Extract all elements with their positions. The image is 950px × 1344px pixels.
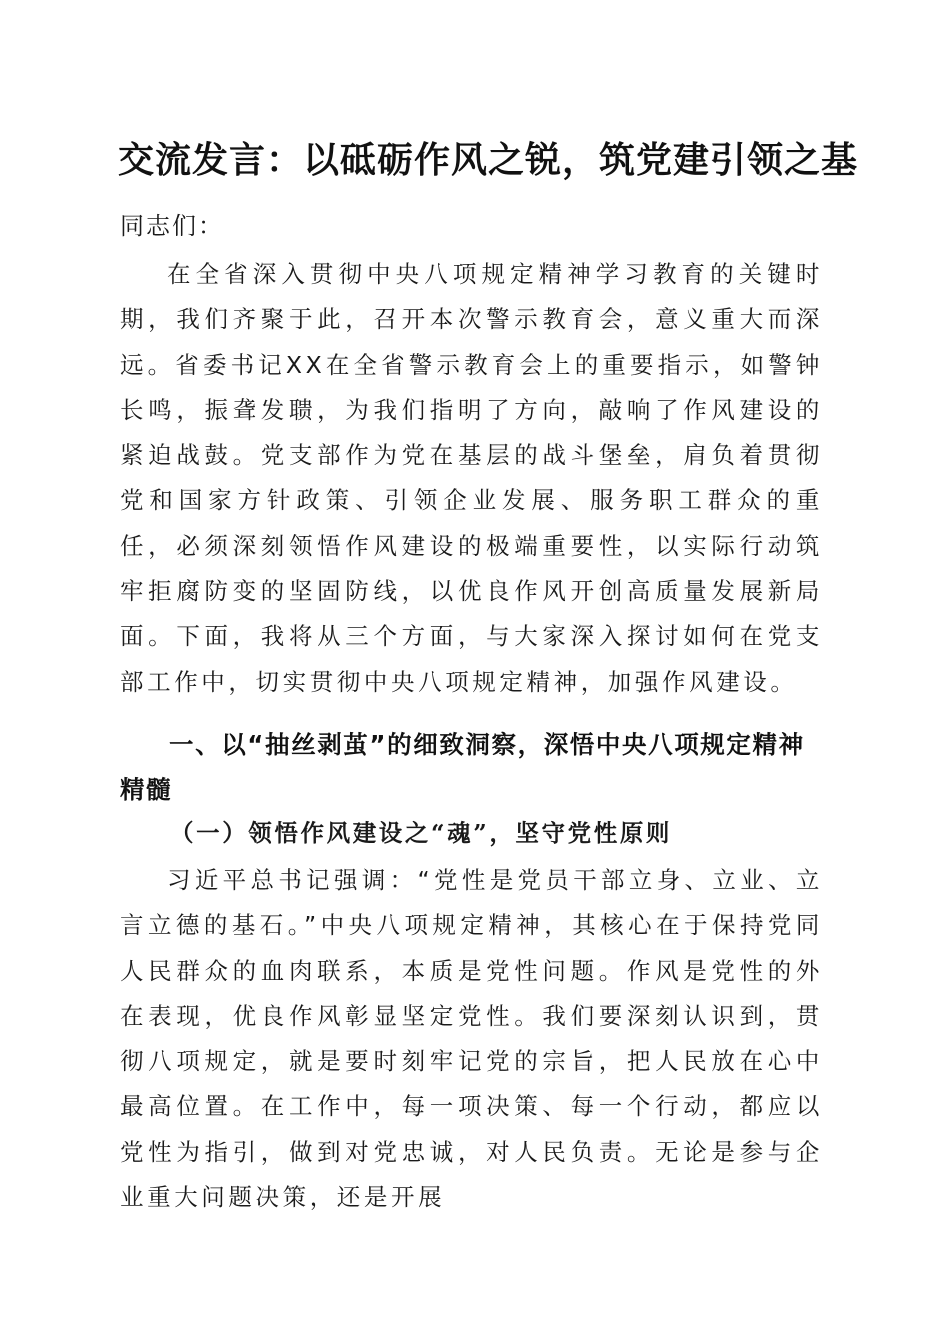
document-title: 交流发言：以砥砺作风之锐，筑党建引领之基	[118, 139, 859, 181]
section-heading: 一、以“抽丝剥茧”的细致洞察，深悟中央八项规定精神精髓	[120, 730, 805, 804]
salutation: 同志们：	[120, 212, 224, 240]
section-paragraph: 习近平总书记强调：“党性是党员干部立身、立业、立言立德的基石。”中央八项规定精神，其核心在于保持党同人民群众的血肉联系，本质是党性问题。作风是党性的外在表现，优良作风彰显坚定党性。我们要深刻认识到，贯彻八项规定，就是要时刻牢记党的宗旨，把人民放在心中最高位置。在工作中，每一项决策、每一个行动，都应以党性为指引，做到对党忠诚，对人民负责。无论是参与企业重大问题决策，还是开展	[120, 866, 823, 1212]
intro-paragraph: 在全省深入贯彻中央八项规定精神学习教育的关键时期，我们齐聚于此，召开本次警示教育会，意义重大而深远。省委书记XX在全省警示教育会上的重要指示，如警钟长鸣，振聋发聩，为我们指明了方向，敲响了作风建设的紧迫战鼓。党支部作为党在基层的战斗堡垒，肩负着贯彻党和国家方针政策、引领企业发展、服务职工群众的重任，必须深刻领悟作风建设的极端重要性，以实际行动筑牢拒腐防变的坚固防线，以优良作风开创高质量发展新局面。下面，我将从三个方面，与大家深入探讨如何在党支部工作中，切实贯彻中央八项规定精神，加强作风建设。	[120, 260, 823, 696]
sub-heading: （一）领悟作风建设之“魂”，坚守党性原则	[170, 819, 673, 847]
